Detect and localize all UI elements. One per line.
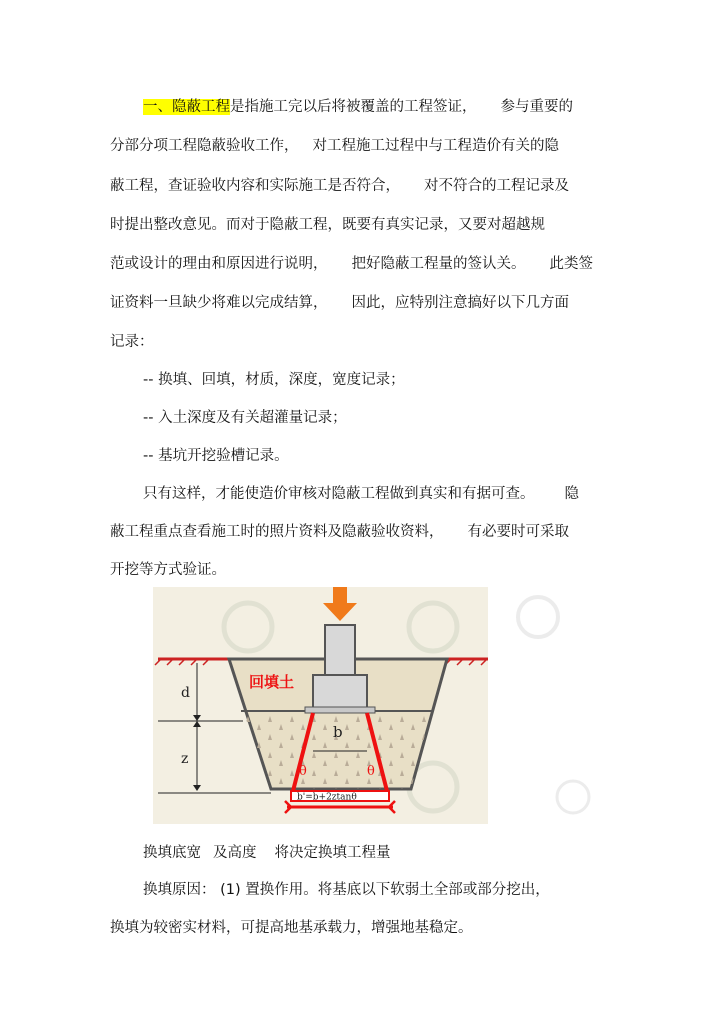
para1-line4: 时提出整改意见。而对于隐蔽工程，既要有真实记录，又要对超越规 [110, 217, 545, 233]
list-item: -- 换填、回填，材质，深度，宽度记录； [143, 372, 405, 388]
depth-z-label: z [181, 751, 189, 767]
para2-line1: 只有这样，才能使造价审核对隐蔽工程做到真实和有据可查。 隐 [143, 486, 579, 502]
list-item: -- 入土深度及有关超灌量记录； [143, 410, 347, 426]
para2-line3: 开挖等方式验证。 [110, 562, 226, 578]
para1-line6: 证资料一旦缺少将难以完成结算， 因此，应特别注意搞好以下几方面 [110, 295, 569, 311]
width-b-label: b [333, 723, 343, 741]
foundation-column [325, 625, 355, 675]
bottom-width-formula: b'=b+2ztanθ [297, 792, 357, 803]
para3-line2: 换填为较密实材料，可提高地基承载力，增强地基稳定。 [110, 920, 473, 936]
backfill-label: 回填土 [249, 673, 295, 691]
backfill-foundation-diagram [133, 587, 639, 824]
para1-line5: 范或设计的理由和原因进行说明， 把好隐蔽工程量的签认关。 此类签 [110, 256, 593, 272]
para1-line7: 记录： [110, 334, 154, 350]
para3-line1: 换填原因： (1) 置换作用。将基底以下软弱土全部或部分挖出， [143, 882, 550, 898]
figure-caption: 换填底宽 及高度 将决定换填工程量 [143, 845, 391, 861]
diagram-svg [133, 587, 639, 824]
para2-line2: 蔽工程重点查看施工时的照片资料及隐蔽验收资料， 有必要时可采取 [110, 524, 569, 540]
theta-left-label: θ [299, 764, 307, 779]
para1-line1: 一、隐蔽工程是指施工完以后将被覆盖的工程签证， 参与重要的 [143, 99, 573, 115]
foundation-footing [313, 675, 367, 711]
foundation-cushion [305, 707, 375, 713]
load-arrow-shaft [333, 587, 347, 605]
highlighted-heading: 一、隐蔽工程 [143, 99, 230, 115]
para1-line3: 蔽工程，查证验收内容和实际施工是否符合， 对不符合的工程记录及 [110, 178, 569, 194]
para1-line2: 分部分项工程隐蔽验收工作， 对工程施工过程中与工程造价有关的隐 [110, 138, 559, 154]
theta-right-label: θ [367, 764, 375, 779]
depth-d-label: d [181, 685, 190, 701]
list-item: -- 基坑开挖验槽记录。 [143, 448, 289, 464]
